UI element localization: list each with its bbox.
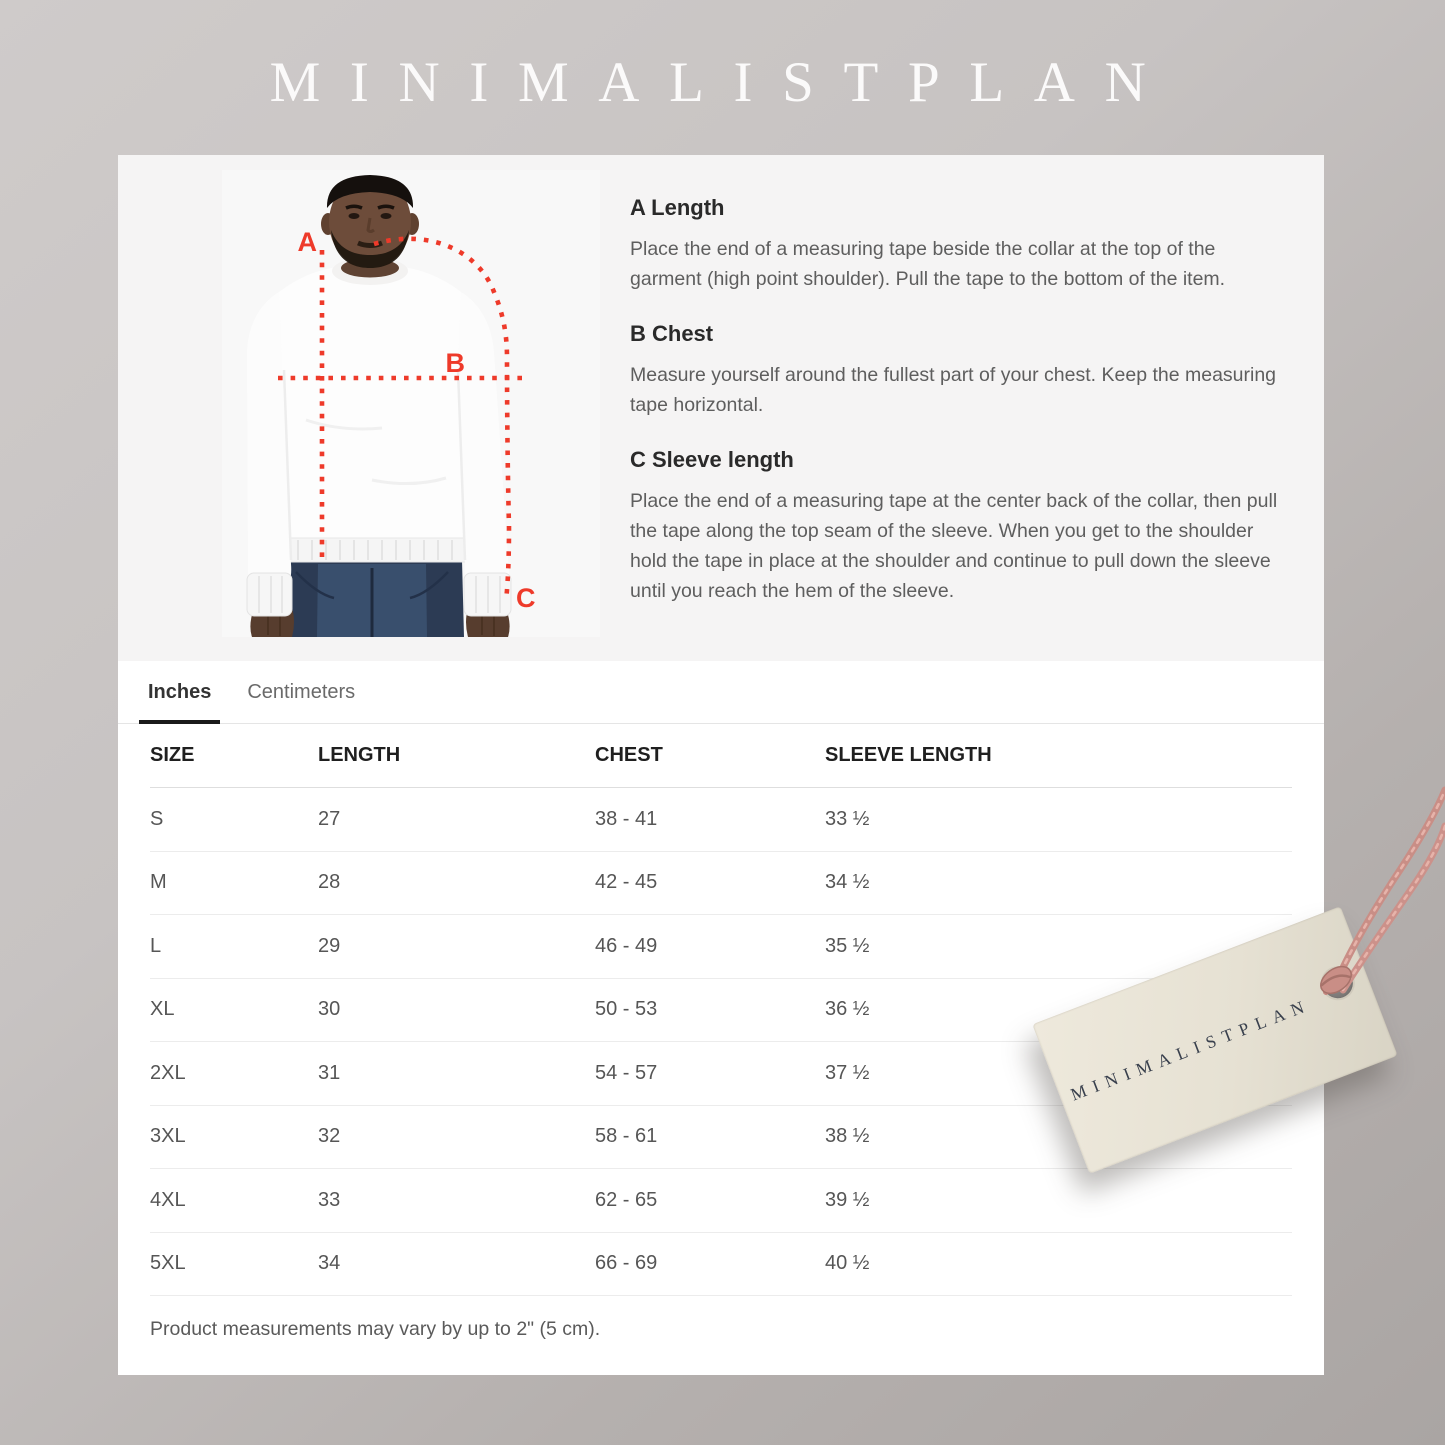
- cell-sleeve: 33 ½: [825, 788, 1292, 852]
- instruction-heading: B Chest: [630, 321, 714, 346]
- cell-length: 34: [318, 1232, 595, 1296]
- cell-size: 4XL: [150, 1169, 318, 1233]
- size-guide-card: [118, 155, 1324, 1375]
- marker-a-label: A: [297, 227, 317, 257]
- cell-length: 30: [318, 978, 595, 1042]
- marker-c-label: C: [516, 583, 536, 613]
- cell-length: 29: [318, 915, 595, 979]
- cell-length: 31: [318, 1042, 595, 1106]
- cell-size: XL: [150, 978, 318, 1042]
- col-header-chest: CHEST: [595, 724, 825, 788]
- cell-size: M: [150, 851, 318, 915]
- col-header-size: SIZE: [150, 724, 318, 788]
- cell-size: 3XL: [150, 1105, 318, 1169]
- page-title: MINIMALISTPLAN: [269, 51, 1176, 114]
- cell-chest: 50 - 53: [595, 978, 825, 1042]
- instruction-heading: C Sleeve length: [630, 447, 794, 472]
- cell-chest: 38 - 41: [595, 788, 825, 852]
- tab-inches[interactable]: Inches: [148, 681, 211, 723]
- cell-chest: 58 - 61: [595, 1105, 825, 1169]
- instruction-heading: A Length: [630, 195, 725, 220]
- cell-chest: 62 - 65: [595, 1169, 825, 1233]
- cell-chest: 46 - 49: [595, 915, 825, 979]
- instruction-body: Measure yourself around the fullest part of your chest. Keep the measuring tape horizontal.: [630, 364, 1277, 416]
- table-row: [150, 1169, 1292, 1233]
- table-row: [150, 915, 1292, 979]
- cell-chest: 54 - 57: [595, 1042, 825, 1106]
- cell-length: 32: [318, 1105, 595, 1169]
- instruction-body: Place the end of a measuring tape beside the collar at the top of the garment (high point shoulder). Pull the tape to the bottom of the item.: [630, 238, 1226, 290]
- cell-length: 27: [318, 788, 595, 852]
- tab-centimeters[interactable]: Centimeters: [247, 681, 356, 703]
- cell-chest: 66 - 69: [595, 1232, 825, 1296]
- cell-sleeve: 39 ½: [825, 1169, 1292, 1233]
- model-photo: [222, 170, 600, 637]
- col-header-sleeve-length: SLEEVE LENGTH: [825, 724, 1292, 788]
- table-row: [150, 1232, 1292, 1296]
- table-row: [150, 788, 1292, 852]
- instruction-chest: [630, 321, 1292, 420]
- cell-sleeve: 40 ½: [825, 1232, 1292, 1296]
- cell-size: S: [150, 788, 318, 852]
- measurement-panel: [118, 155, 1324, 661]
- cell-length: 28: [318, 851, 595, 915]
- units-tab-bar: [118, 661, 1324, 724]
- hang-tag-brand-label: MINIMALISTPLAN: [1067, 993, 1314, 1105]
- marker-b-label: B: [445, 348, 465, 378]
- measurement-disclaimer: Product measurements may vary by up to 2" (5 cm).: [150, 1318, 601, 1340]
- cell-length: 33: [318, 1169, 595, 1233]
- cell-size: 5XL: [150, 1232, 318, 1296]
- cell-sleeve: 36 ½: [825, 978, 1292, 1042]
- instruction-body: Place the end of a measuring tape at the center back of the collar, then pull the tape along the top seam of the sleeve. When you get to the shoulder hold the tape in place at the shoulder and continue to pull down the sleeve until you reach the hem of the sleeve.: [630, 490, 1278, 602]
- cell-sleeve: 37 ½: [825, 1042, 1292, 1106]
- measurement-instructions: [630, 195, 1292, 633]
- cell-sleeve: 35 ½: [825, 915, 1292, 979]
- table-row: [150, 851, 1292, 915]
- cell-sleeve: 38 ½: [825, 1105, 1292, 1169]
- table-header-row: [150, 724, 1292, 788]
- instruction-length: [630, 195, 1292, 294]
- cell-size: 2XL: [150, 1042, 318, 1106]
- size-diagram-illustration: [222, 170, 600, 637]
- cell-size: L: [150, 915, 318, 979]
- col-header-length: LENGTH: [318, 724, 595, 788]
- jeans: [280, 560, 464, 637]
- cell-chest: 42 - 45: [595, 851, 825, 915]
- cell-sleeve: 34 ½: [825, 851, 1292, 915]
- instruction-sleeve: [630, 447, 1292, 606]
